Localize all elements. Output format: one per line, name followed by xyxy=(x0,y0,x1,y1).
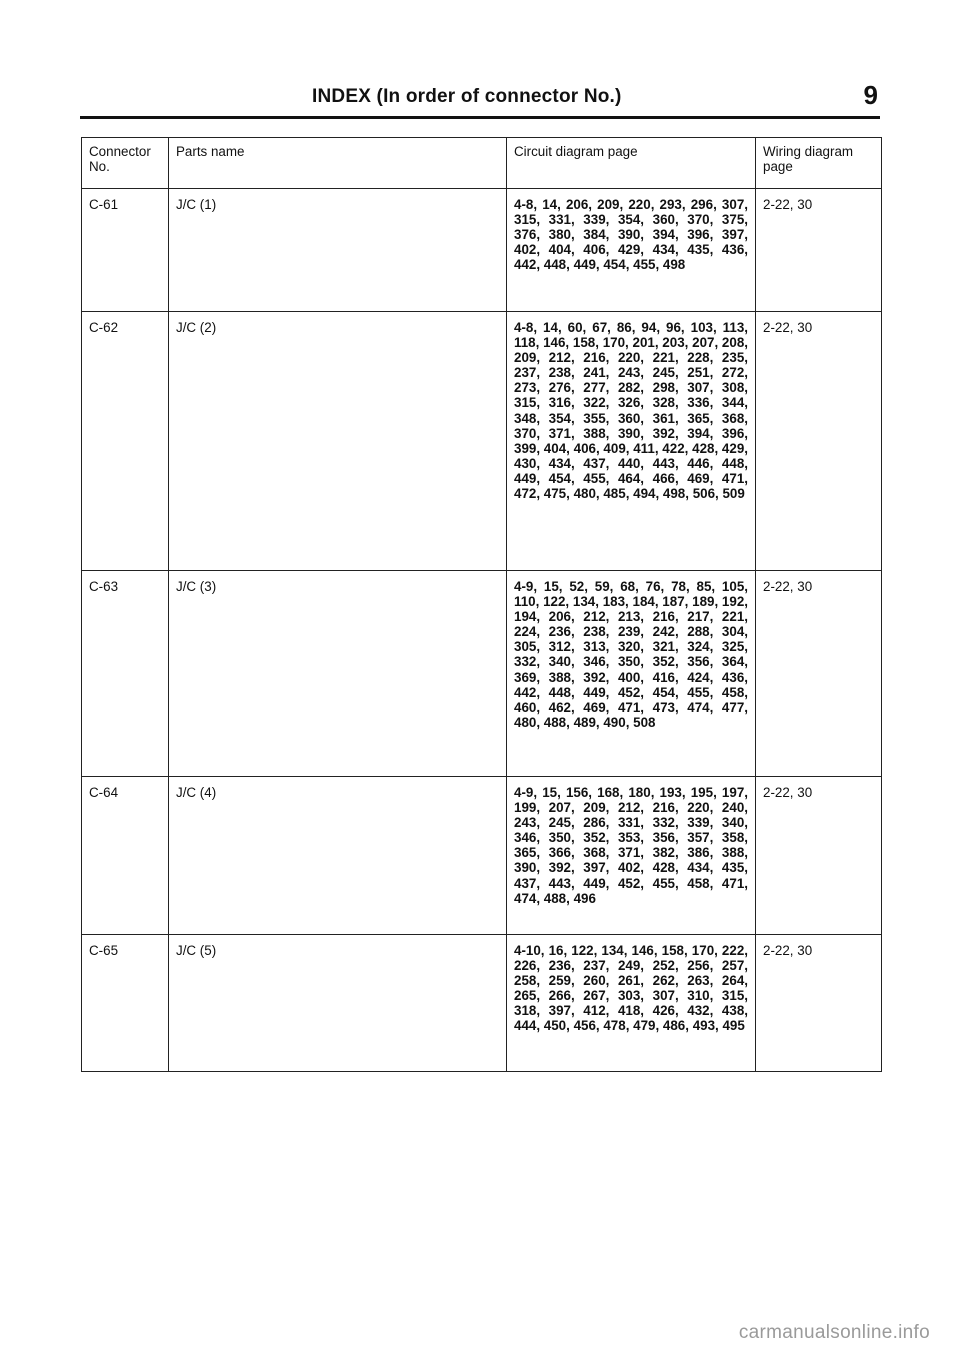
wiring-pages-cell: 2-22, 30 xyxy=(756,935,882,1072)
watermark-text: carmanualsonline.info xyxy=(738,1322,930,1343)
parts-name-cell: J/C (4) xyxy=(169,777,507,935)
circuit-pages-cell: 4-9, 15, 156, 168, 180, 193, 195, 197, 199, 207, 209, 212, 216, 220, 240, 243, 245, 286, 331, 332, 339, 340, 346, 350, 352, 353, 356, 357, 358, 365, 366, 368, 371, 382, 386, 388, 390, 392, 397, 402, 428, 434, 435, 437, 443, 449, 452, 455, 458, 471, 474, 488, 496 xyxy=(507,777,756,935)
circuit-pages-cell: 4-8, 14, 60, 67, 86, 94, 96, 103, 113, 118, 146, 158, 170, 201, 203, 207, 208, 209, 212, 216, 220, 221, 228, 235, 237, 238, 241, 243, 245, 251, 272, 273, 276, 277, 282, 298, 307, 308, 315, 316, 322, 326, 328, 336, 344, 348, 354, 355, 360, 361, 365, 368, 370, 371, 388, 390, 392, 394, 396, 399, 404, 406, 409, 411, 422, 428, 429, 430, 434, 437, 440, 443, 446, 448, 449, 454, 455, 464, 466, 469, 471, 472, 475, 480, 485, 494, 498, 506, 509 xyxy=(507,312,756,571)
page-title: INDEX (In order of connector No.) xyxy=(312,86,622,107)
header-connector-no: Connector No. xyxy=(82,138,169,189)
table-row xyxy=(82,571,882,777)
parts-name-cell: J/C (3) xyxy=(169,571,507,777)
table-header-row xyxy=(82,138,882,189)
connector-cell: C-63 xyxy=(82,571,169,777)
connector-cell: C-65 xyxy=(82,935,169,1072)
header-circuit-diagram-page: Circuit diagram page xyxy=(507,138,756,189)
circuit-pages-cell: 4-9, 15, 52, 59, 68, 76, 78, 85, 105, 110, 122, 134, 183, 184, 187, 189, 192, 194, 206, 212, 213, 216, 217, 221, 224, 236, 238, 239, 242, 288, 304, 305, 312, 313, 320, 321, 324, 325, 332, 340, 346, 350, 352, 356, 364, 369, 388, 392, 400, 416, 424, 436, 442, 448, 449, 452, 454, 455, 458, 460, 462, 469, 471, 473, 474, 477, 480, 488, 489, 490, 508 xyxy=(507,571,756,777)
table-row xyxy=(82,312,882,571)
parts-name-cell: J/C (1) xyxy=(169,189,507,312)
page-header xyxy=(80,82,880,119)
wiring-pages-cell: 2-22, 30 xyxy=(756,189,882,312)
circuit-pages-cell: 4-8, 14, 206, 209, 220, 293, 296, 307, 315, 331, 339, 354, 360, 370, 375, 376, 380, 384, 390, 394, 396, 397, 402, 404, 406, 429, 434, 435, 436, 442, 448, 449, 454, 455, 498 xyxy=(507,189,756,312)
table-row xyxy=(82,189,882,312)
connector-cell: C-64 xyxy=(82,777,169,935)
table-row xyxy=(82,777,882,935)
parts-name-cell: J/C (2) xyxy=(169,312,507,571)
wiring-pages-cell: 2-22, 30 xyxy=(756,777,882,935)
connector-index-table xyxy=(81,137,882,1072)
page-number: 9 xyxy=(863,80,878,110)
connector-cell: C-62 xyxy=(82,312,169,571)
wiring-pages-cell: 2-22, 30 xyxy=(756,312,882,571)
circuit-pages-cell: 4-10, 16, 122, 134, 146, 158, 170, 222, 226, 236, 237, 249, 252, 256, 257, 258, 259, 260, 261, 262, 263, 264, 265, 266, 267, 303, 307, 310, 315, 318, 397, 412, 418, 426, 432, 438, 444, 450, 456, 478, 479, 486, 493, 495 xyxy=(507,935,756,1072)
header-wiring-diagram-page: Wiring diagram page xyxy=(756,138,882,189)
parts-name-cell: J/C (5) xyxy=(169,935,507,1072)
table-row xyxy=(82,935,882,1072)
wiring-pages-cell: 2-22, 30 xyxy=(756,571,882,777)
connector-cell: C-61 xyxy=(82,189,169,312)
header-parts-name: Parts name xyxy=(169,138,507,189)
